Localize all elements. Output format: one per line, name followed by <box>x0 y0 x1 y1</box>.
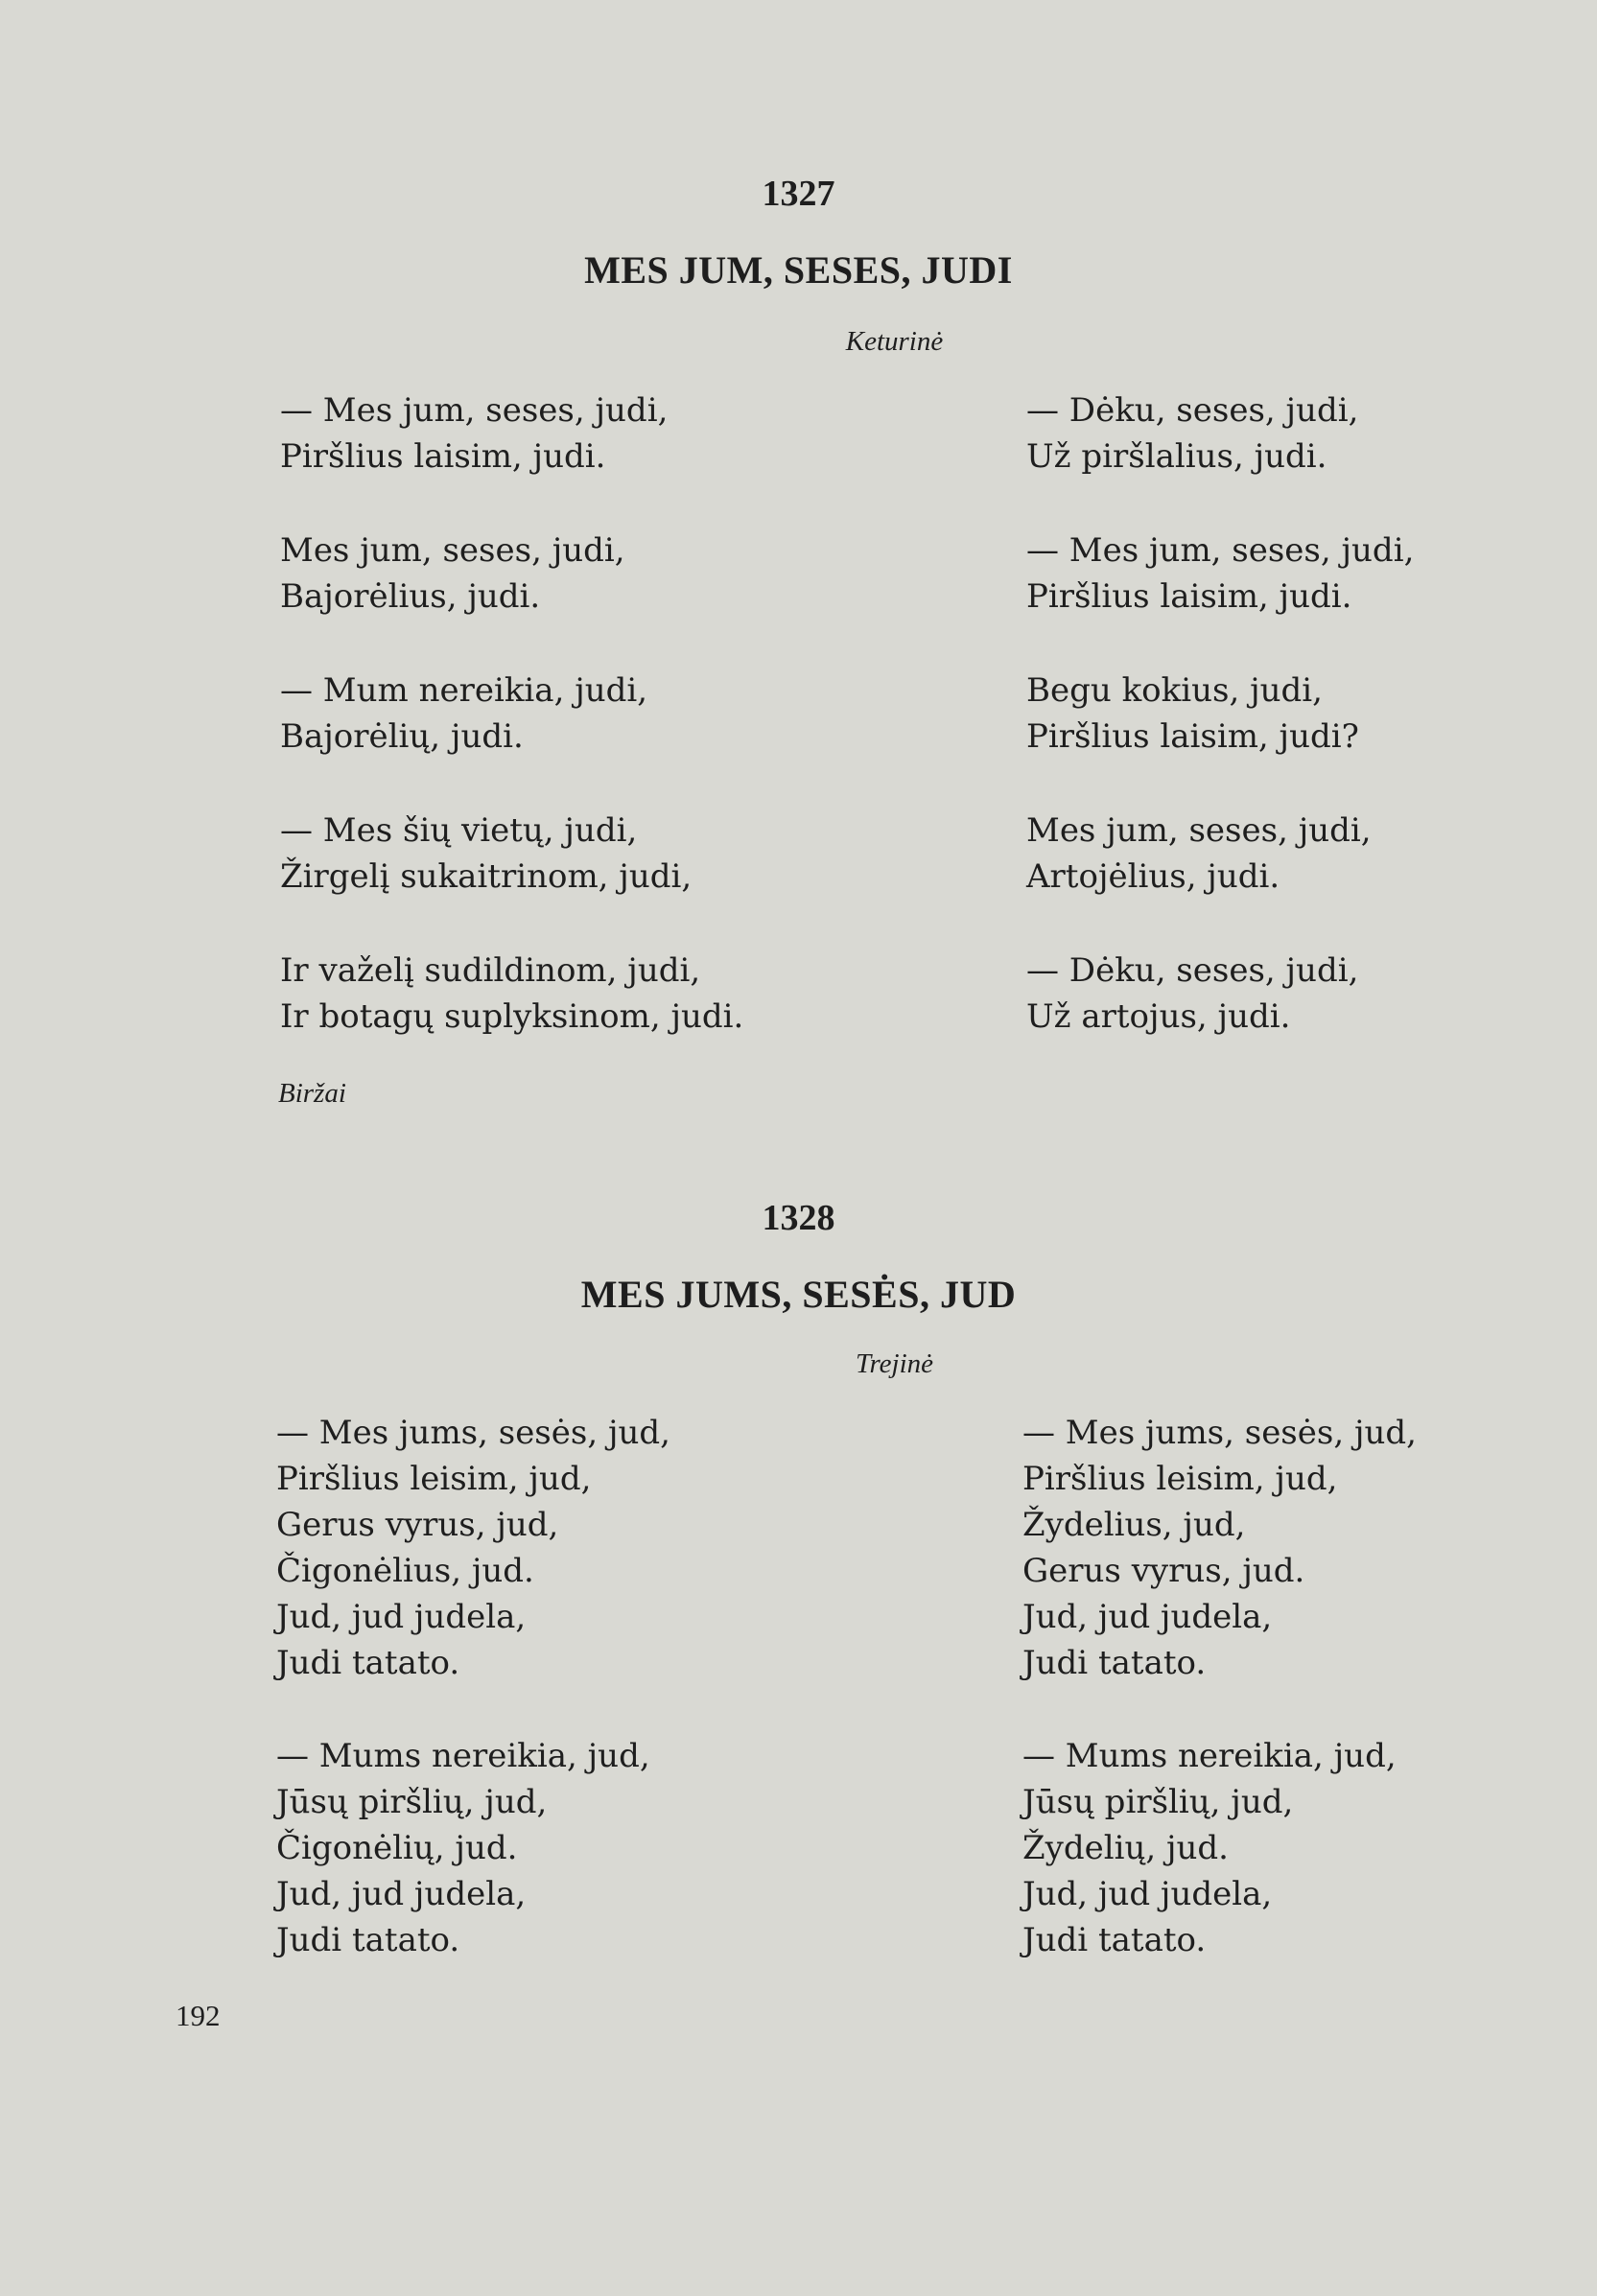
verse-line: Piršlius leisim, jud, <box>1022 1460 1338 1498</box>
verse-line: Judi tatato. <box>1022 1644 1207 1682</box>
verse-line: Bajorėlius, judi. <box>280 577 541 616</box>
left-column <box>276 1410 670 1963</box>
verse-line: Ir botagų suplyksinom, judi. <box>280 997 744 1036</box>
verse-line: Jūsų piršlių, jud, <box>276 1783 548 1821</box>
verse-line: Jud, jud judela, <box>276 1598 527 1636</box>
stanza <box>1026 387 1414 480</box>
verse-line: — Mes jum, seses, judi, <box>280 391 669 430</box>
page-number: 192 <box>176 1999 221 2032</box>
stanza <box>280 668 743 760</box>
verse-line: — Mums nereikia, jud, <box>276 1737 650 1775</box>
verse-line: Begu kokius, judi, <box>1026 671 1323 710</box>
stanza <box>1026 808 1414 900</box>
verse-line: — Dėku, seses, judi, <box>1026 951 1359 990</box>
verse-line: — Mes jums, sesės, jud, <box>276 1414 670 1452</box>
stanza <box>1022 1410 1417 1686</box>
song-number: 1328 <box>762 1198 835 1238</box>
song-subtitle: Keturinė <box>845 326 944 357</box>
stanza <box>276 1733 670 1963</box>
right-column <box>1022 1410 1417 1963</box>
verse-line: Piršlius laisim, judi. <box>280 437 606 476</box>
verse-line: Čigonėlių, jud. <box>276 1829 518 1867</box>
stanza <box>280 808 743 900</box>
verse-line: Žydelių, jud. <box>1022 1829 1229 1867</box>
verse-line: Judi tatato. <box>276 1644 460 1682</box>
verse-line: Gerus vyrus, jud. <box>1022 1552 1305 1590</box>
song-title: MES JUMS, SESĖS, JUD <box>580 1273 1017 1316</box>
stanza <box>280 387 743 480</box>
verse-line: Gerus vyrus, jud, <box>276 1506 559 1544</box>
verse-line: Judi tatato. <box>276 1921 460 1959</box>
verse-line: Jud, jud judela, <box>1022 1875 1273 1913</box>
verse-line: Žirgelį sukaitrinom, judi, <box>280 857 693 896</box>
verse-line: Už piršlalius, judi. <box>1026 437 1327 476</box>
verse-line: — Dėku, seses, judi, <box>1026 391 1359 430</box>
left-column <box>280 387 743 1040</box>
verse-line: Jud, jud judela, <box>1022 1598 1273 1636</box>
song-title: MES JUM, SESES, JUDI <box>584 248 1013 292</box>
stanza <box>276 1410 670 1686</box>
verse-line: Ir važelį sudildinom, judi, <box>280 951 701 990</box>
stanza <box>1026 948 1414 1040</box>
verse-line: Judi tatato. <box>1022 1921 1207 1959</box>
verse-line: Artojėlius, judi. <box>1026 857 1280 896</box>
verse-line: Mes jum, seses, judi, <box>1026 811 1372 850</box>
verse-line: Piršlius laisim, judi? <box>1026 717 1359 756</box>
verse-line: Piršlius leisim, jud, <box>276 1460 592 1498</box>
verse-line: Jūsų piršlių, jud, <box>1022 1783 1294 1821</box>
verse-line: Bajorėlių, judi. <box>280 717 524 756</box>
verse-line: Piršlius laisim, judi. <box>1026 577 1352 616</box>
verse-line: Už artojus, judi. <box>1026 997 1291 1036</box>
verse-line: Žydelius, jud, <box>1022 1506 1246 1544</box>
stanza <box>280 948 743 1040</box>
stanza <box>1026 527 1414 620</box>
song-subtitle: Trejinė <box>855 1348 934 1379</box>
verse-line: — Mum nereikia, judi, <box>280 671 648 710</box>
stanza <box>1022 1733 1417 1963</box>
verse-line: — Mums nereikia, jud, <box>1022 1737 1397 1775</box>
verse-line: Jud, jud judela, <box>276 1875 527 1913</box>
place-name: Biržai <box>278 1078 346 1109</box>
stanza <box>280 527 743 620</box>
right-column <box>1026 387 1414 1040</box>
verse-line: — Mes šių vietų, judi, <box>280 811 638 850</box>
song-number: 1327 <box>762 174 835 214</box>
verse-line: Mes jum, seses, judi, <box>280 531 625 570</box>
verse-line: Čigonėlius, jud. <box>276 1552 534 1590</box>
verse-line: — Mes jums, sesės, jud, <box>1022 1414 1417 1452</box>
verse-line: — Mes jum, seses, judi, <box>1026 531 1415 570</box>
stanza <box>1026 668 1414 760</box>
